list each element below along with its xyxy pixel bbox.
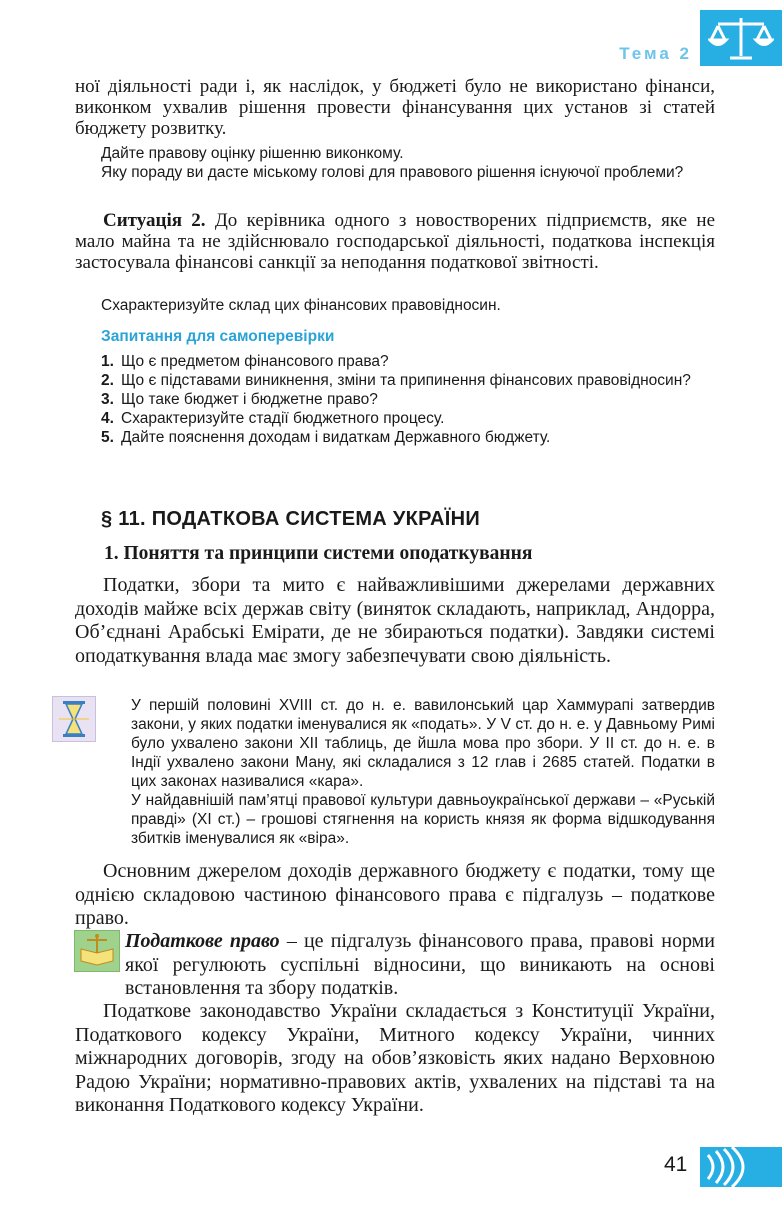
page-number: 41 xyxy=(664,1153,688,1176)
list-item: 1. Що є предметом фінансового права? xyxy=(101,353,389,370)
situation2-label: Ситуація 2. xyxy=(103,210,206,231)
self-check-title: Запитання для самоперевірки xyxy=(101,328,335,345)
section-title: § 11. ПОДАТКОВА СИСТЕМА УКРАЇНИ xyxy=(101,508,481,530)
hourglass-icon xyxy=(52,696,96,742)
theme-tab xyxy=(700,10,782,66)
info-paragraph-1: У першій половині XVIII ст. до н. е. вавилонський цар Хаммурапі затвердив закони, у яких податки іменувалися як «подать». У V ст. до н. е. у Давньому Римі було ухвалено закони XII таблиць, де йшла мова про збори. У II ст. до н. е. в Індії ухвалено закони Ману, які складалися з 12 глав і 2685 статей. Податки в цих законах називалися «кара». xyxy=(131,697,715,790)
list-item: 3. Що таке бюджет і бюджетне право? xyxy=(101,391,378,408)
task1-question2: Яку пораду ви дасте міському голові для правового рішення існуючої проблеми? xyxy=(101,164,684,181)
subsection-title: 1. Поняття та принципи системи оподаткування xyxy=(104,543,533,564)
theme-label: Тема 2 xyxy=(619,44,692,63)
self-check-list xyxy=(101,352,721,447)
task2: Схарактеризуйте склад цих фінансових правовідносин. xyxy=(101,297,501,314)
page-tab xyxy=(700,1147,782,1187)
continuation-paragraph: ної діяльності ради і, як наслідок, у бюджеті було не використано фінанси, виконком ухвалив рішення провести фінансування цих установ зі статей бюджету розвитку. xyxy=(75,76,715,139)
list-item: 2. Що є підставами виникнення, зміни та припинення фінансових правовідносин? xyxy=(101,372,691,389)
task1-question1: Дайте правову оцінку рішенню виконкому. xyxy=(101,145,404,162)
situation2-text: До керівника одного з новостворених підприємств, яке не мало майна та не здійснювало господарської діяльності, податкова інспекція застосувала фінансові санкції за неподання податкової звітності. xyxy=(75,210,715,273)
info-paragraph-2: У найдавнішій пам’ятці правової культури давньоукраїнської держави – «Руській правді» (XI ст.) – грошові стягнення на користь князя як форма відшкодування збитків іменувалися як «віра». xyxy=(131,792,715,847)
signal-waves-icon xyxy=(704,1147,764,1187)
term-name: Податкове право xyxy=(125,930,280,952)
list-item: 4. Схарактеризуйте стадії бюджетного процесу. xyxy=(101,410,445,427)
list-item: 5. Дайте пояснення доходам і видаткам Державного бюджету. xyxy=(101,429,551,446)
term-definition: – це підгалузь фінансового права, правові норми якої регулюють суспільні відносини, що виникають на основі встановлення та збору податків. xyxy=(125,930,715,999)
section-paragraph-1: Податки, збори та мито є найважливішими джерелами державних доходів майже всіх держав світу (виняток складають, наприклад, Андорра, Об’єднані Арабські Емірати, де не збираються податки). Завдяки системі оподаткування влада має змогу забезпечувати свою діяльність. xyxy=(75,574,715,667)
body-paragraph-3: Податкове законодавство України складається з Конституції України, Податкового кодексу України, Митного кодексу України, чинних міжнародних договорів, згоду на обов’язковість яких надано Верховною Радою України; нормативно-правових актів, ухвалених на підставі та на виконання Податкового кодексу України. xyxy=(75,1000,715,1116)
scales-icon xyxy=(708,12,774,62)
body-paragraph-2: Основним джерелом доходів державного бюджету є податки, тому ще однією складовою частиною фінансового права є підгалузь – податкове право. xyxy=(75,860,715,929)
